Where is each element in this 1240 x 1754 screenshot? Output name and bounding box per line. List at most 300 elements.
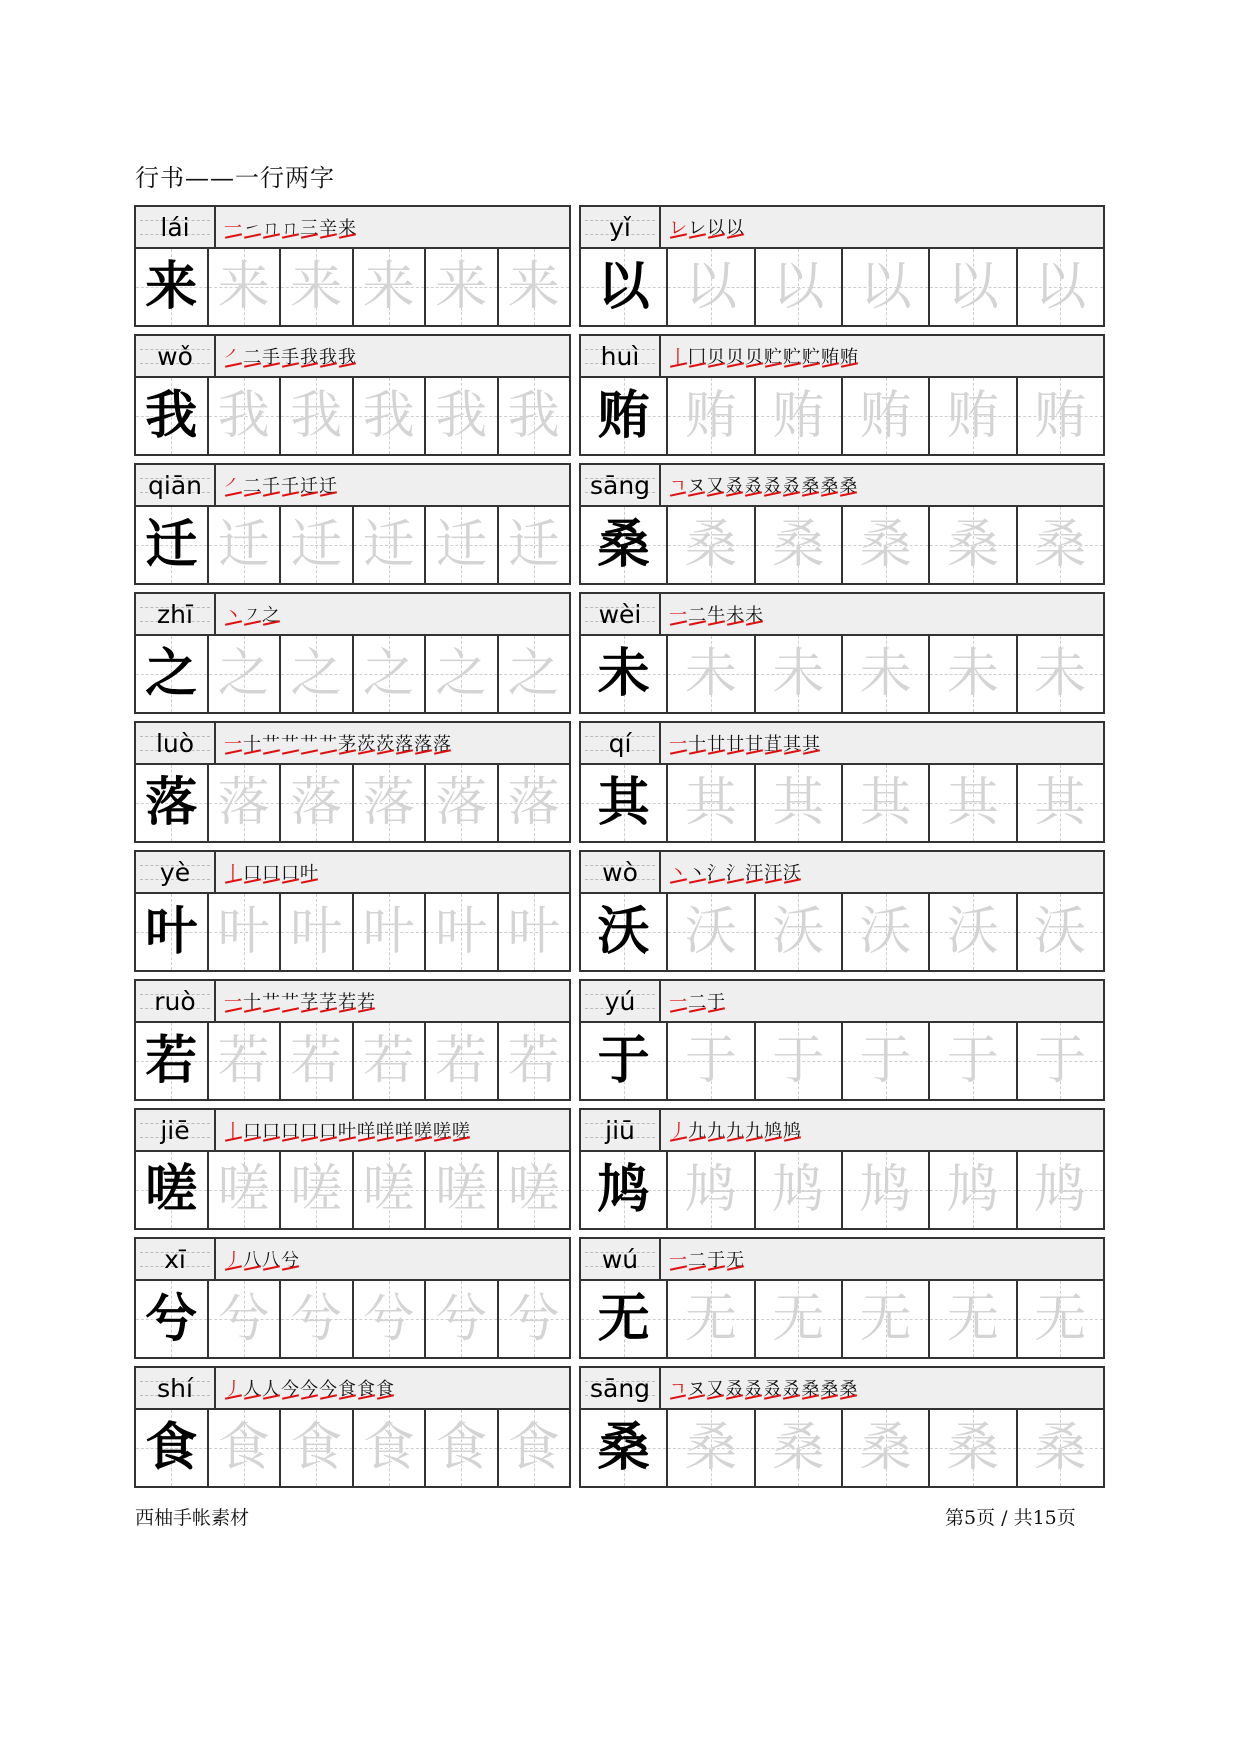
stroke-step: 叒	[782, 472, 801, 498]
trace-character: 于	[859, 1031, 912, 1091]
practice-card	[579, 1237, 1105, 1359]
trace-character: 叶	[435, 902, 488, 962]
trace-character: 落	[435, 773, 488, 833]
tracing-cell	[930, 894, 1017, 970]
stroke-step: 嗟	[433, 1117, 452, 1143]
stroke-order	[661, 1368, 1103, 1408]
pinyin-box	[581, 1368, 661, 1408]
stroke-step: 桑	[820, 1375, 839, 1401]
tracing-cell	[426, 507, 499, 583]
stroke-step: 桑	[839, 1375, 858, 1401]
stroke-order	[661, 207, 1103, 247]
stroke-step: 咩	[395, 1117, 414, 1143]
pinyin-box	[581, 465, 661, 505]
stroke-order	[661, 1110, 1103, 1150]
practice-card	[579, 592, 1105, 714]
writing-row	[136, 765, 569, 841]
tracing-cell	[756, 1281, 843, 1357]
writing-row	[581, 1410, 1103, 1486]
stroke-order	[216, 1239, 569, 1279]
writing-row	[136, 894, 569, 970]
trace-character: 来	[435, 257, 488, 317]
writing-row	[581, 1023, 1103, 1099]
card-header	[136, 207, 569, 249]
tracing-cell	[843, 249, 930, 325]
tracing-cell	[756, 1152, 843, 1228]
stroke-step: 于	[707, 1246, 726, 1272]
stroke-step: 叒	[744, 472, 763, 498]
stroke-step: 叶	[338, 1117, 357, 1143]
writing-row	[136, 507, 569, 583]
model-cell	[581, 1023, 668, 1099]
stroke-step: 贿	[840, 343, 859, 369]
writing-row	[136, 1281, 569, 1357]
stroke-step: 氵	[726, 859, 745, 885]
card-header	[136, 1239, 569, 1281]
stroke-step: 桑	[839, 472, 858, 498]
stroke-step: 冂	[688, 343, 707, 369]
trace-character: 无	[1034, 1289, 1087, 1349]
stroke-step: 未	[726, 601, 745, 627]
tracing-cell	[930, 378, 1017, 454]
tracing-cell	[281, 378, 354, 454]
stroke-step: 叒	[763, 1375, 782, 1401]
tracing-cell	[426, 765, 499, 841]
pinyin-label: sāng	[589, 1373, 651, 1403]
stroke-step: 食	[376, 1375, 395, 1401]
trace-character: 我	[362, 386, 415, 446]
stroke-step: 十	[243, 730, 262, 756]
stroke-step: 我	[338, 343, 357, 369]
trace-character: 无	[684, 1289, 737, 1349]
stroke-order	[216, 1368, 569, 1408]
pinyin-label: ruò	[154, 986, 196, 1016]
practice-card	[134, 592, 571, 714]
trace-character: 无	[946, 1289, 999, 1349]
tracing-cell	[281, 765, 354, 841]
tracing-cell	[668, 1023, 755, 1099]
tracing-cell	[1018, 1023, 1103, 1099]
stroke-step: ㇇	[243, 601, 262, 627]
stroke-order	[216, 594, 569, 634]
model-cell	[581, 636, 668, 712]
stroke-step: 以	[726, 214, 745, 240]
tracing-cell	[354, 894, 427, 970]
stroke-step: 丿	[224, 1246, 243, 1272]
stroke-step: 一	[669, 988, 688, 1014]
trace-character: 落	[290, 773, 343, 833]
stroke-step: 鸠	[764, 1117, 783, 1143]
trace-character: 嗟	[290, 1160, 343, 1220]
writing-row	[581, 1281, 1103, 1357]
stroke-step: 八	[243, 1246, 262, 1272]
trace-character: 食	[362, 1418, 415, 1478]
trace-character: 落	[507, 773, 560, 833]
model-character: 嗟	[145, 1159, 198, 1220]
stroke-order	[216, 465, 569, 505]
model-cell	[581, 249, 668, 325]
tracing-cell	[281, 507, 354, 583]
trace-character: 桑	[684, 1418, 737, 1478]
stroke-step: 艹	[281, 988, 300, 1014]
card-header	[581, 207, 1103, 249]
trace-character: 落	[217, 773, 270, 833]
trace-character: 我	[290, 386, 343, 446]
card-header	[136, 336, 569, 378]
trace-character: 叶	[507, 902, 560, 962]
pinyin-label: yú	[604, 986, 636, 1016]
stroke-step: 兮	[281, 1246, 300, 1272]
stroke-order	[216, 1110, 569, 1150]
stroke-step: 若	[338, 988, 357, 1014]
practice-card	[579, 979, 1105, 1101]
tracing-cell	[1018, 507, 1103, 583]
stroke-step: 廿	[726, 730, 745, 756]
model-character: 桑	[597, 514, 650, 575]
tracing-cell	[843, 1023, 930, 1099]
tracing-cell	[426, 1281, 499, 1357]
tracing-cell	[843, 894, 930, 970]
tracing-cell	[426, 249, 499, 325]
stroke-step: 九	[745, 1117, 764, 1143]
tracing-cell	[668, 378, 755, 454]
tracing-cell	[843, 378, 930, 454]
tracing-cell	[354, 1281, 427, 1357]
pinyin-label: jiē	[160, 1115, 190, 1145]
trace-character: 嗟	[362, 1160, 415, 1220]
tracing-cell	[281, 1023, 354, 1099]
stroke-step: 九	[688, 1117, 707, 1143]
stroke-step: ㄱ	[669, 1375, 687, 1401]
trace-character: 以	[684, 257, 737, 317]
trace-character: 迁	[217, 515, 270, 575]
trace-character: 桑	[684, 515, 737, 575]
stroke-step: 九	[707, 1117, 726, 1143]
stroke-step: 又	[706, 472, 725, 498]
tracing-cell	[354, 249, 427, 325]
trace-character: 迁	[507, 515, 560, 575]
pinyin-label: jiū	[605, 1115, 635, 1145]
stroke-step: レ	[688, 214, 707, 240]
tracing-cell	[756, 1410, 843, 1486]
pinyin-box	[581, 207, 661, 247]
trace-character: 食	[435, 1418, 488, 1478]
stroke-step: 嗟	[414, 1117, 433, 1143]
stroke-order	[216, 207, 569, 247]
tracing-cell	[756, 378, 843, 454]
model-character: 贿	[597, 385, 650, 446]
tracing-cell	[1018, 249, 1103, 325]
stroke-step: 叒	[725, 1375, 744, 1401]
card-header	[581, 981, 1103, 1023]
stroke-order	[661, 336, 1103, 376]
stroke-step: 丿	[224, 1375, 243, 1401]
pinyin-label: yǐ	[609, 212, 631, 242]
tracing-cell	[281, 249, 354, 325]
tracing-cell	[668, 894, 755, 970]
stroke-step: 九	[726, 1117, 745, 1143]
stroke-step: 千	[281, 472, 300, 498]
tracing-cell	[426, 1152, 499, 1228]
model-character: 鸠	[597, 1159, 650, 1220]
tracing-cell	[209, 1152, 282, 1228]
stroke-step: 丨	[669, 343, 688, 369]
trace-character: 其	[684, 773, 737, 833]
trace-character: 我	[435, 386, 488, 446]
trace-character: 鸠	[684, 1160, 737, 1220]
pinyin-label: yè	[159, 857, 191, 887]
tracing-cell	[668, 1410, 755, 1486]
tracing-cell	[756, 894, 843, 970]
trace-character: 其	[772, 773, 825, 833]
trace-character: 之	[290, 644, 343, 704]
stroke-step: 桑	[801, 1375, 820, 1401]
stroke-step: 咩	[357, 1117, 376, 1143]
footer-source: 西柚手帐素材	[135, 1507, 250, 1529]
tracing-cell	[354, 507, 427, 583]
trace-character: 贿	[946, 386, 999, 446]
stroke-step: 艹	[262, 730, 281, 756]
trace-character: 鸠	[859, 1160, 912, 1220]
stroke-step: 牛	[707, 601, 726, 627]
stroke-step: 手	[281, 343, 300, 369]
stroke-step: 二	[688, 988, 707, 1014]
practice-card	[134, 1237, 571, 1359]
stroke-step: 二	[688, 601, 707, 627]
trace-character: 兮	[290, 1289, 343, 1349]
pinyin-box	[136, 723, 216, 763]
writing-row	[136, 378, 569, 454]
card-header	[136, 1368, 569, 1410]
pinyin-label: qiān	[148, 470, 202, 500]
stroke-step: ㄇ	[262, 214, 281, 240]
stroke-step: 之	[262, 601, 281, 627]
pinyin-label: sāng	[589, 470, 651, 500]
stroke-step: 口	[281, 1117, 300, 1143]
practice-grid	[134, 205, 1105, 1488]
page-title: 行书——一行两字	[135, 164, 335, 192]
stroke-step: 未	[745, 601, 764, 627]
tracing-cell	[930, 249, 1017, 325]
trace-character: 若	[217, 1031, 270, 1091]
tracing-cell	[499, 249, 570, 325]
trace-character: 来	[290, 257, 343, 317]
pinyin-label: wèi	[598, 599, 642, 629]
trace-character: 嗟	[217, 1160, 270, 1220]
tracing-cell	[426, 636, 499, 712]
model-cell	[136, 1152, 209, 1228]
card-header	[581, 1368, 1103, 1410]
tracing-cell	[209, 378, 282, 454]
trace-character: 以	[772, 257, 825, 317]
pinyin-box	[136, 594, 216, 634]
stroke-step: 一	[669, 730, 688, 756]
trace-character: 贿	[859, 386, 912, 446]
tracing-cell	[354, 1410, 427, 1486]
pinyin-box	[136, 981, 216, 1021]
pinyin-label: wò	[602, 857, 638, 887]
stroke-step: 今	[319, 1375, 338, 1401]
stroke-step: ㄱ	[669, 472, 687, 498]
pinyin-label: wú	[601, 1244, 639, 1274]
model-character: 于	[597, 1030, 650, 1091]
stroke-step: 芓	[319, 988, 338, 1014]
tracing-cell	[354, 765, 427, 841]
card-header	[136, 465, 569, 507]
trace-character: 嗟	[507, 1160, 560, 1220]
tracing-cell	[843, 1410, 930, 1486]
stroke-step: ヌ	[687, 1375, 706, 1401]
tracing-cell	[756, 507, 843, 583]
trace-character: 于	[946, 1031, 999, 1091]
stroke-step: 其	[802, 730, 821, 756]
trace-character: 鸠	[946, 1160, 999, 1220]
stroke-step: 茨	[376, 730, 395, 756]
practice-card	[134, 850, 571, 972]
practice-card	[134, 979, 571, 1101]
card-header	[581, 1239, 1103, 1281]
pinyin-box	[136, 1239, 216, 1279]
card-header	[581, 594, 1103, 636]
model-character: 若	[145, 1030, 198, 1091]
stroke-step: 贿	[821, 343, 840, 369]
stroke-step: 今	[281, 1375, 300, 1401]
tracing-cell	[209, 507, 282, 583]
stroke-step: 二	[688, 1246, 707, 1272]
writing-row	[581, 507, 1103, 583]
pinyin-box	[581, 981, 661, 1021]
tracing-cell	[499, 636, 570, 712]
card-header	[581, 336, 1103, 378]
practice-card	[134, 205, 571, 327]
stroke-step: 咩	[376, 1117, 395, 1143]
stroke-step: 以	[707, 214, 726, 240]
tracing-cell	[209, 1410, 282, 1486]
writing-row	[136, 1410, 569, 1486]
tracing-cell	[426, 378, 499, 454]
trace-character: 贿	[684, 386, 737, 446]
tracing-cell	[843, 765, 930, 841]
model-cell	[136, 507, 209, 583]
pinyin-box	[136, 207, 216, 247]
trace-character: 来	[507, 257, 560, 317]
stroke-step: 二	[243, 343, 262, 369]
tracing-cell	[930, 1023, 1017, 1099]
trace-character: 迁	[435, 515, 488, 575]
trace-character: 未	[946, 644, 999, 704]
practice-card	[579, 1108, 1105, 1230]
stroke-step: 苴	[764, 730, 783, 756]
practice-card	[579, 205, 1105, 327]
stroke-step: 叶	[300, 859, 319, 885]
tracing-cell	[930, 1281, 1017, 1357]
stroke-step: 一	[224, 988, 243, 1014]
trace-character: 食	[290, 1418, 343, 1478]
stroke-step: 贮	[783, 343, 802, 369]
stroke-order	[661, 465, 1103, 505]
trace-character: 鸠	[772, 1160, 825, 1220]
trace-character: 鸠	[1034, 1160, 1087, 1220]
model-character: 以	[597, 256, 650, 317]
writing-row	[136, 1023, 569, 1099]
stroke-order	[216, 336, 569, 376]
tracing-cell	[209, 249, 282, 325]
trace-character: 桑	[772, 1418, 825, 1478]
model-character: 食	[145, 1417, 198, 1478]
trace-character: 于	[772, 1031, 825, 1091]
tracing-cell	[209, 1281, 282, 1357]
card-header	[581, 723, 1103, 765]
tracing-cell	[499, 1281, 570, 1357]
trace-character: 兮	[435, 1289, 488, 1349]
stroke-step: 一	[669, 1246, 688, 1272]
tracing-cell	[499, 1410, 570, 1486]
stroke-step: 芓	[300, 988, 319, 1014]
tracing-cell	[354, 636, 427, 712]
stroke-step: 落	[433, 730, 452, 756]
stroke-step: レ	[669, 214, 688, 240]
stroke-step: 贝	[707, 343, 726, 369]
stroke-step: 贝	[726, 343, 745, 369]
model-cell	[136, 765, 209, 841]
model-cell	[136, 1023, 209, 1099]
tracing-cell	[930, 1152, 1017, 1228]
trace-character: 兮	[217, 1289, 270, 1349]
model-cell	[581, 378, 668, 454]
stroke-step: 人	[243, 1375, 262, 1401]
trace-character: 贿	[772, 386, 825, 446]
tracing-cell	[1018, 894, 1103, 970]
pinyin-box	[581, 1110, 661, 1150]
writing-row	[136, 636, 569, 712]
stroke-step: 桑	[820, 472, 839, 498]
stroke-step: 口	[300, 1117, 319, 1143]
trace-character: 来	[217, 257, 270, 317]
stroke-step: 叒	[725, 472, 744, 498]
model-cell	[136, 249, 209, 325]
trace-character: 食	[507, 1418, 560, 1478]
trace-character: 沃	[946, 902, 999, 962]
stroke-step: 二	[243, 472, 262, 498]
stroke-step: 嗟	[452, 1117, 471, 1143]
trace-character: 迁	[290, 515, 343, 575]
stroke-step: 叒	[763, 472, 782, 498]
pinyin-label: zhī	[157, 599, 193, 629]
model-character: 未	[597, 643, 650, 704]
tracing-cell	[281, 894, 354, 970]
stroke-step: 今	[300, 1375, 319, 1401]
tracing-cell	[499, 1023, 570, 1099]
pinyin-label: qí	[608, 728, 632, 758]
writing-row	[581, 1152, 1103, 1228]
tracing-cell	[930, 765, 1017, 841]
tracing-cell	[426, 1023, 499, 1099]
trace-character: 若	[507, 1031, 560, 1091]
trace-character: 贿	[1034, 386, 1087, 446]
trace-character: 未	[859, 644, 912, 704]
tracing-cell	[1018, 1152, 1103, 1228]
stroke-step: 落	[414, 730, 433, 756]
pinyin-box	[136, 465, 216, 505]
stroke-step: 十	[688, 730, 707, 756]
stroke-step: 丶	[224, 601, 243, 627]
trace-character: 桑	[946, 1418, 999, 1478]
tracing-cell	[930, 1410, 1017, 1486]
stroke-step: ㇒	[224, 472, 243, 498]
model-cell	[581, 765, 668, 841]
writing-row	[581, 765, 1103, 841]
tracing-cell	[281, 1281, 354, 1357]
